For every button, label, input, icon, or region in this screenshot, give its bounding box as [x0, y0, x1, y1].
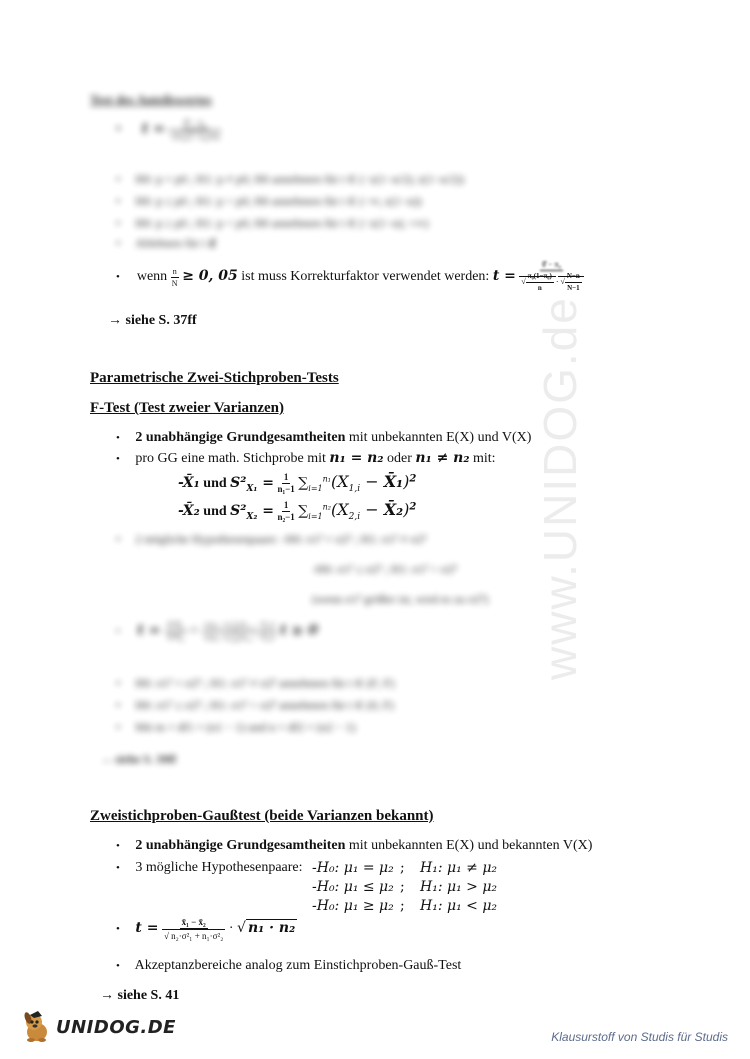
section2-blurred-t-formula: • t = $\frac{\text{S²X₁}}{\text{S²X₂}}$ = $\frac{\text{1/(n₁−1) ∑(X₁,ᵢ − X̄₁)²}}{\text{1/(n₂−1) ∑(X₂,ᵢ − X̄₂)²}}$ t ≥ 0: [116, 620, 318, 642]
logo-text: UNIDOG.DE: [56, 1016, 176, 1038]
section3-bullet-4: • Akzeptanzbereiche analog zum Einstichproben-Gauß-Test: [116, 958, 462, 973]
section1-title: Test des Anteilswertes: [90, 92, 212, 107]
s2-b1-rest: mit unbekannten E(X) und V(X): [348, 430, 532, 445]
watermark: www.UNIDOG.de: [534, 296, 586, 680]
section2-blurred-3: (wenn σ1² größer ist, wird es zu σ2²): [312, 592, 489, 606]
section1-blurred-1: • H0: p = p0 ; H1: p ≠ p0; H0 annehmen für t ∈ (−z(1−α/2); z(1−α/2)): [116, 172, 464, 186]
section2-blurred-ref: → siehe S. 39ff: [100, 752, 176, 766]
section2-bullet-1: • 2 unabhängige Grundgesamtheiten mit unbekannten E(X) und V(X): [116, 430, 532, 445]
wenn-text: ist muss Korrekturfaktor verwendet werden:: [241, 269, 490, 285]
section1-blurred-3: • H0: p ≥ p0 ; H1: p < p0; H0 annehmen für t ∈ (−z(1−α); +∞): [116, 216, 429, 230]
s2-b2-text: pro GG eine math. Stichprobe mit: [135, 451, 326, 466]
section1-formula-t: • t = $\frac{\text{θ̂ − π₀}}{\text{√(π₀(1−π₀)/n)}}$: [116, 118, 220, 141]
section2-blurred-5: • H0: σ1² ≤ σ2² ; H1: σ1² > σ2² annehmen für t ∈ (0; F): [116, 698, 394, 712]
s3-b4-text: Akzeptanzbereiche analog zum Einstichproben-Gauß-Test: [134, 958, 462, 973]
section2-title: Parametrische Zwei-Stichproben-Tests: [90, 370, 339, 386]
s3-b1-rest: mit unbekannten E(X) und bekannten V(X): [348, 838, 593, 853]
section2-blurred-2: -H0: σ1² ≤ σ2² ; H1: σ1² > σ2²: [312, 562, 457, 576]
footer-slogan: Klausurstoff von Studis für Studis: [551, 1030, 728, 1044]
section2-subtitle: F-Test (Test zweier Varianzen): [90, 400, 285, 416]
section1-ref: → siehe S. 37ff: [108, 313, 197, 328]
section2-x2-formula: -X̄₂ und $S^2_{X_2}$ = $\frac{1}{\text{n₂−1}}$ $\sum_{i=1}^{n_2}(X_{2,i}$ − X̄₂)$^2$: [178, 500, 417, 523]
dog-mascot-icon: [20, 1010, 54, 1044]
section2-bullet-2: • pro GG eine math. Stichprobe mit n₁ = n₂ oder n₁ ≠ n₂ mit:: [116, 450, 496, 466]
section2-x1-formula: -X̄₁ und $S^2_{X_1}$ = $\frac{1}{\text{n₁−1}}$ $\sum_{i=1}^{n_1}(X_{1,i}$ − X̄₁)$^2$: [178, 472, 417, 495]
section3-bullet-2: • 3 mögliche Hypothesenpaare:: [116, 860, 303, 875]
unidog-logo: [20, 1010, 176, 1044]
wenn-prefix: wenn: [136, 269, 168, 285]
section3-title: Zweistichproben-Gaußtest (beide Varianzen bekannt): [90, 808, 434, 824]
section1-blurred-4: • Ablehnen für t ∉: [116, 236, 218, 250]
s2-b2-end: mit:: [473, 451, 496, 466]
wenn-cond: ≥ 0, 05: [182, 268, 238, 285]
s2-b1-bold: 2 unabhängige Grundgesamtheiten: [135, 430, 346, 445]
section3-bullet-1: • 2 unabhängige Grundgesamtheiten mit unbekannten E(X) und bekannten V(X): [116, 838, 593, 853]
section1-wenn-line: • wenn $\frac{n}{N}$ ≥ 0, 05 ist muss Korrekturfaktor verwendet werden: t = θ̂ − π₀ √ $\frac{\text{π₀(1−π₀)}}{n}$ · √ $\frac{N-n}{N-1}$: [116, 260, 584, 294]
section2-blurred-6: • Mit m = df1 = (n1 − 1) und n = df2 = (n2 − 1): [116, 720, 356, 734]
section3-hyp-1: -H₀: μ₁ ≤ μ₂ ; H₁: μ₁ > μ₂: [312, 879, 498, 895]
section3-t-formula: • t = $\frac{\text{x̄₁ − x̄₂}}{\text{√ n₂·σ²₁ + n₁·σ²₂}}$ · √ n₁ · n₂: [116, 917, 296, 941]
section2-blurred-1: • 2 mögliche Hypothesenpaare: -H0: σ1² = σ2² ; H1: σ1² ≠ σ2²: [116, 532, 427, 546]
section2-blurred-4: • H0: σ1² = σ2² ; H1: σ1² ≠ σ2² annehmen für t ∈ (F; F): [116, 676, 395, 690]
s2-b2-mid: oder: [387, 451, 412, 466]
section3-ref: → siehe S. 41: [100, 988, 180, 1003]
section3-hyp-0: -H₀: μ₁ = μ₂ ; H₁: μ₁ ≠ μ₂: [312, 860, 498, 876]
section1-blurred-2: • H0: p ≤ p0 ; H1: p > p0; H0 annehmen für t ∈ (−∞; z(1−α)): [116, 194, 422, 208]
section3-hyp-2: -H₀: μ₁ ≥ μ₂ ; H₁: μ₁ < μ₂: [312, 898, 498, 914]
s3-b2-text: 3 mögliche Hypothesenpaare:: [135, 860, 303, 875]
s3-b1-bold: 2 unabhängige Grundgesamtheiten: [135, 838, 346, 853]
